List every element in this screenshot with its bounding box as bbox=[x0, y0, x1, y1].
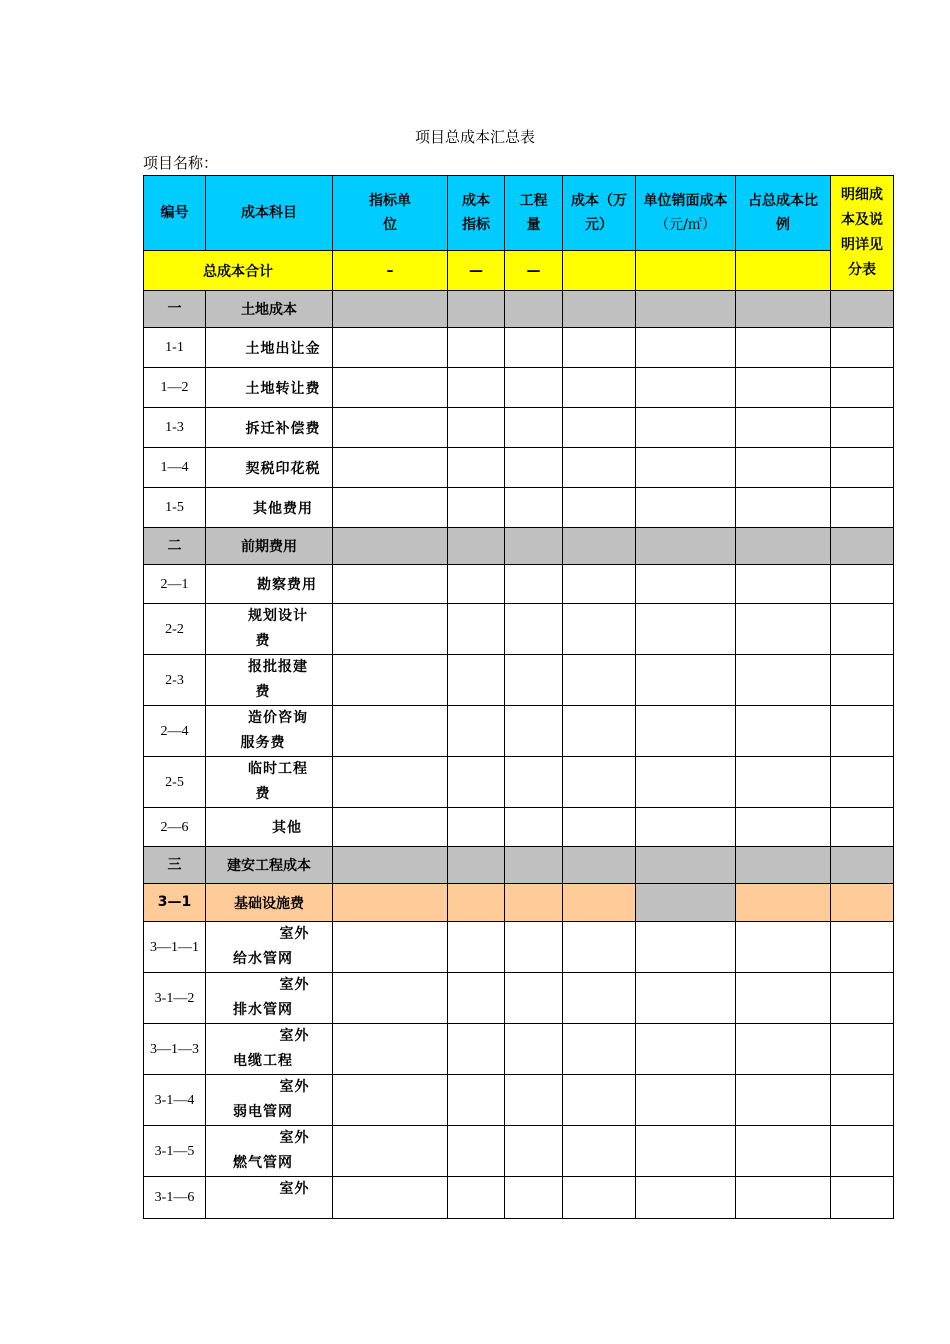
empty-cell bbox=[563, 922, 636, 973]
row-code: 一 bbox=[144, 291, 206, 328]
empty-cell bbox=[831, 1126, 894, 1177]
total-cost bbox=[563, 251, 636, 291]
empty-cell bbox=[333, 706, 448, 757]
project-name-label: 项目名称： bbox=[143, 154, 219, 172]
empty-cell bbox=[563, 1126, 636, 1177]
empty-cell bbox=[736, 1024, 831, 1075]
empty-cell bbox=[636, 604, 736, 655]
header-ratio: 占总成本比例 bbox=[736, 176, 831, 251]
empty-cell bbox=[333, 922, 448, 973]
empty-cell bbox=[736, 528, 831, 565]
total-unit: – bbox=[333, 251, 448, 291]
empty-cell bbox=[636, 488, 736, 528]
empty-cell bbox=[505, 448, 563, 488]
row-name: 规划设计费 bbox=[206, 604, 333, 655]
empty-cell bbox=[333, 528, 448, 565]
empty-cell bbox=[831, 488, 894, 528]
empty-cell bbox=[736, 1075, 831, 1126]
empty-cell bbox=[736, 368, 831, 408]
header-quantity: 工程量 bbox=[505, 176, 563, 251]
empty-cell bbox=[736, 922, 831, 973]
header-note: 明细成本及说明详见分表 bbox=[831, 176, 894, 291]
empty-cell bbox=[333, 1024, 448, 1075]
empty-cell bbox=[831, 604, 894, 655]
empty-cell bbox=[563, 1075, 636, 1126]
empty-cell bbox=[505, 847, 563, 884]
row-name: 土地转让费 bbox=[206, 368, 333, 408]
row-code: 3-1—5 bbox=[144, 1126, 206, 1177]
table-row bbox=[144, 922, 894, 973]
row-code: 1-5 bbox=[144, 488, 206, 528]
empty-cell bbox=[563, 706, 636, 757]
empty-cell bbox=[448, 1126, 505, 1177]
empty-cell bbox=[636, 565, 736, 604]
total-quantity: — bbox=[505, 251, 563, 291]
empty-cell bbox=[505, 655, 563, 706]
empty-cell bbox=[333, 1075, 448, 1126]
empty-cell bbox=[563, 757, 636, 808]
empty-cell bbox=[333, 847, 448, 884]
empty-cell bbox=[636, 847, 736, 884]
row-code: 1-3 bbox=[144, 408, 206, 448]
empty-cell bbox=[333, 1126, 448, 1177]
empty-cell bbox=[448, 604, 505, 655]
empty-cell bbox=[736, 973, 831, 1024]
empty-cell bbox=[505, 328, 563, 368]
subsection-row bbox=[144, 884, 894, 922]
section-row bbox=[144, 291, 894, 328]
empty-cell bbox=[563, 604, 636, 655]
row-code: 3-1—6 bbox=[144, 1177, 206, 1219]
empty-cell bbox=[505, 884, 563, 922]
empty-cell bbox=[636, 922, 736, 973]
empty-cell bbox=[333, 565, 448, 604]
table-row bbox=[144, 565, 894, 604]
table-row bbox=[144, 448, 894, 488]
empty-cell bbox=[831, 706, 894, 757]
empty-cell bbox=[831, 291, 894, 328]
empty-cell bbox=[505, 973, 563, 1024]
row-name: 基础设施费 bbox=[206, 884, 333, 922]
row-name: 室外弱电管网 bbox=[206, 1075, 333, 1126]
row-name: 室外电缆工程 bbox=[206, 1024, 333, 1075]
row-name: 室外给水管网 bbox=[206, 922, 333, 973]
empty-cell bbox=[831, 565, 894, 604]
table-row bbox=[144, 973, 894, 1024]
empty-cell bbox=[563, 1177, 636, 1219]
row-name: 其他费用 bbox=[206, 488, 333, 528]
empty-cell bbox=[563, 368, 636, 408]
empty-cell bbox=[448, 847, 505, 884]
empty-cell bbox=[333, 757, 448, 808]
row-name: 其他 bbox=[206, 808, 333, 847]
table-row bbox=[144, 488, 894, 528]
empty-cell bbox=[636, 706, 736, 757]
empty-cell bbox=[563, 1024, 636, 1075]
empty-cell bbox=[448, 757, 505, 808]
empty-cell bbox=[448, 565, 505, 604]
empty-cell bbox=[563, 884, 636, 922]
empty-cell bbox=[736, 604, 831, 655]
header-cost-index: 成本指标 bbox=[448, 176, 505, 251]
empty-cell bbox=[636, 757, 736, 808]
row-name: 报批报建费 bbox=[206, 655, 333, 706]
empty-cell bbox=[505, 408, 563, 448]
row-code: 1-1 bbox=[144, 328, 206, 368]
row-code: 3—1 bbox=[144, 884, 206, 922]
empty-cell bbox=[636, 1126, 736, 1177]
empty-cell bbox=[831, 655, 894, 706]
empty-cell bbox=[448, 655, 505, 706]
empty-cell bbox=[636, 973, 736, 1024]
empty-cell bbox=[636, 884, 736, 922]
row-name: 建安工程成本 bbox=[206, 847, 333, 884]
empty-cell bbox=[505, 922, 563, 973]
total-ratio bbox=[736, 251, 831, 291]
empty-cell bbox=[563, 847, 636, 884]
row-code: 三 bbox=[144, 847, 206, 884]
header-cost: 成本（万元） bbox=[563, 176, 636, 251]
table-row bbox=[144, 408, 894, 448]
table-row bbox=[144, 808, 894, 847]
row-name: 前期费用 bbox=[206, 528, 333, 565]
empty-cell bbox=[333, 604, 448, 655]
header-unit: 指标单位 bbox=[333, 176, 448, 251]
empty-cell bbox=[563, 565, 636, 604]
total-cost-index: — bbox=[448, 251, 505, 291]
total-unit-cost bbox=[636, 251, 736, 291]
empty-cell bbox=[636, 291, 736, 328]
row-name: 造价咨询服务费 bbox=[206, 706, 333, 757]
empty-cell bbox=[831, 528, 894, 565]
table-row bbox=[144, 604, 894, 655]
empty-cell bbox=[736, 884, 831, 922]
empty-cell bbox=[831, 1075, 894, 1126]
empty-cell bbox=[333, 488, 448, 528]
empty-cell bbox=[505, 757, 563, 808]
empty-cell bbox=[505, 1177, 563, 1219]
row-code: 1—2 bbox=[144, 368, 206, 408]
empty-cell bbox=[636, 808, 736, 847]
empty-cell bbox=[333, 328, 448, 368]
empty-cell bbox=[831, 1024, 894, 1075]
row-code: 1—4 bbox=[144, 448, 206, 488]
empty-cell bbox=[636, 655, 736, 706]
empty-cell bbox=[831, 1177, 894, 1219]
empty-cell bbox=[448, 706, 505, 757]
empty-cell bbox=[831, 973, 894, 1024]
empty-cell bbox=[563, 408, 636, 448]
row-name: 契税印花税 bbox=[206, 448, 333, 488]
row-name: 拆迁补偿费 bbox=[206, 408, 333, 448]
empty-cell bbox=[831, 922, 894, 973]
header-unit-cost-main: 单位销面成本 bbox=[643, 193, 728, 209]
empty-cell bbox=[831, 757, 894, 808]
empty-cell bbox=[333, 291, 448, 328]
table-row bbox=[144, 655, 894, 706]
empty-cell bbox=[736, 565, 831, 604]
empty-cell bbox=[831, 408, 894, 448]
empty-cell bbox=[333, 448, 448, 488]
empty-cell bbox=[505, 1024, 563, 1075]
row-name: 勘察费用 bbox=[206, 565, 333, 604]
empty-cell bbox=[736, 808, 831, 847]
empty-cell bbox=[736, 488, 831, 528]
empty-cell bbox=[448, 291, 505, 328]
empty-cell bbox=[448, 808, 505, 847]
empty-cell bbox=[505, 1126, 563, 1177]
row-name: 室外排水管网 bbox=[206, 973, 333, 1024]
total-row bbox=[144, 251, 894, 291]
empty-cell bbox=[333, 655, 448, 706]
empty-cell bbox=[505, 368, 563, 408]
row-name: 土地出让金 bbox=[206, 328, 333, 368]
table-row bbox=[144, 1126, 894, 1177]
empty-cell bbox=[333, 808, 448, 847]
row-code: 3—1—3 bbox=[144, 1024, 206, 1075]
empty-cell bbox=[831, 448, 894, 488]
empty-cell bbox=[831, 368, 894, 408]
empty-cell bbox=[448, 1075, 505, 1126]
empty-cell bbox=[333, 1177, 448, 1219]
row-name: 室外燃气管网 bbox=[206, 1126, 333, 1177]
empty-cell bbox=[563, 488, 636, 528]
empty-cell bbox=[563, 655, 636, 706]
header-item: 成本科目 bbox=[206, 176, 333, 251]
empty-cell bbox=[636, 1075, 736, 1126]
empty-cell bbox=[505, 565, 563, 604]
empty-cell bbox=[636, 1024, 736, 1075]
empty-cell bbox=[636, 408, 736, 448]
empty-cell bbox=[831, 328, 894, 368]
empty-cell bbox=[736, 655, 831, 706]
empty-cell bbox=[448, 1024, 505, 1075]
section-row bbox=[144, 528, 894, 565]
row-name: 土地成本 bbox=[206, 291, 333, 328]
row-code: 2-5 bbox=[144, 757, 206, 808]
empty-cell bbox=[333, 368, 448, 408]
empty-cell bbox=[736, 757, 831, 808]
row-code: 3—1—1 bbox=[144, 922, 206, 973]
empty-cell bbox=[736, 408, 831, 448]
empty-cell bbox=[505, 488, 563, 528]
empty-cell bbox=[505, 1075, 563, 1126]
empty-cell bbox=[333, 408, 448, 448]
empty-cell bbox=[736, 291, 831, 328]
row-code: 2—6 bbox=[144, 808, 206, 847]
header-unit-cost-unit: （元/㎡） bbox=[655, 217, 716, 233]
empty-cell bbox=[736, 1177, 831, 1219]
row-name: 室外 bbox=[206, 1177, 333, 1219]
document-title: 项目总成本汇总表 bbox=[414, 128, 535, 146]
empty-cell bbox=[736, 1126, 831, 1177]
empty-cell bbox=[736, 328, 831, 368]
empty-cell bbox=[448, 973, 505, 1024]
table-row bbox=[144, 368, 894, 408]
cost-summary-table bbox=[143, 175, 894, 1219]
empty-cell bbox=[736, 847, 831, 884]
row-code: 2-3 bbox=[144, 655, 206, 706]
empty-cell bbox=[736, 706, 831, 757]
empty-cell bbox=[448, 408, 505, 448]
empty-cell bbox=[505, 528, 563, 565]
empty-cell bbox=[563, 328, 636, 368]
total-label: 总成本合计 bbox=[144, 251, 333, 291]
table-row bbox=[144, 1075, 894, 1126]
header-code: 编号 bbox=[144, 176, 206, 251]
empty-cell bbox=[831, 884, 894, 922]
empty-cell bbox=[333, 884, 448, 922]
empty-cell bbox=[831, 847, 894, 884]
header-row bbox=[144, 176, 894, 251]
empty-cell bbox=[505, 291, 563, 328]
table-row bbox=[144, 1177, 894, 1219]
empty-cell bbox=[448, 1177, 505, 1219]
empty-cell bbox=[333, 973, 448, 1024]
empty-cell bbox=[636, 368, 736, 408]
row-code: 2-2 bbox=[144, 604, 206, 655]
empty-cell bbox=[448, 884, 505, 922]
row-code: 3-1—2 bbox=[144, 973, 206, 1024]
row-code: 3-1—4 bbox=[144, 1075, 206, 1126]
empty-cell bbox=[636, 448, 736, 488]
empty-cell bbox=[636, 328, 736, 368]
row-code: 二 bbox=[144, 528, 206, 565]
empty-cell bbox=[505, 706, 563, 757]
empty-cell bbox=[448, 528, 505, 565]
empty-cell bbox=[636, 1177, 736, 1219]
empty-cell bbox=[563, 528, 636, 565]
empty-cell bbox=[505, 604, 563, 655]
table-row bbox=[144, 1024, 894, 1075]
empty-cell bbox=[736, 448, 831, 488]
table-row bbox=[144, 757, 894, 808]
row-code: 2—1 bbox=[144, 565, 206, 604]
empty-cell bbox=[831, 808, 894, 847]
empty-cell bbox=[448, 488, 505, 528]
section-row bbox=[144, 847, 894, 884]
empty-cell bbox=[563, 291, 636, 328]
empty-cell bbox=[563, 448, 636, 488]
empty-cell bbox=[636, 528, 736, 565]
row-name: 临时工程费 bbox=[206, 757, 333, 808]
empty-cell bbox=[448, 922, 505, 973]
empty-cell bbox=[505, 808, 563, 847]
table-row bbox=[144, 706, 894, 757]
table-row bbox=[144, 328, 894, 368]
empty-cell bbox=[563, 808, 636, 847]
header-unit-cost bbox=[636, 176, 736, 251]
row-code: 2—4 bbox=[144, 706, 206, 757]
empty-cell bbox=[448, 328, 505, 368]
empty-cell bbox=[563, 973, 636, 1024]
empty-cell bbox=[448, 368, 505, 408]
empty-cell bbox=[448, 448, 505, 488]
